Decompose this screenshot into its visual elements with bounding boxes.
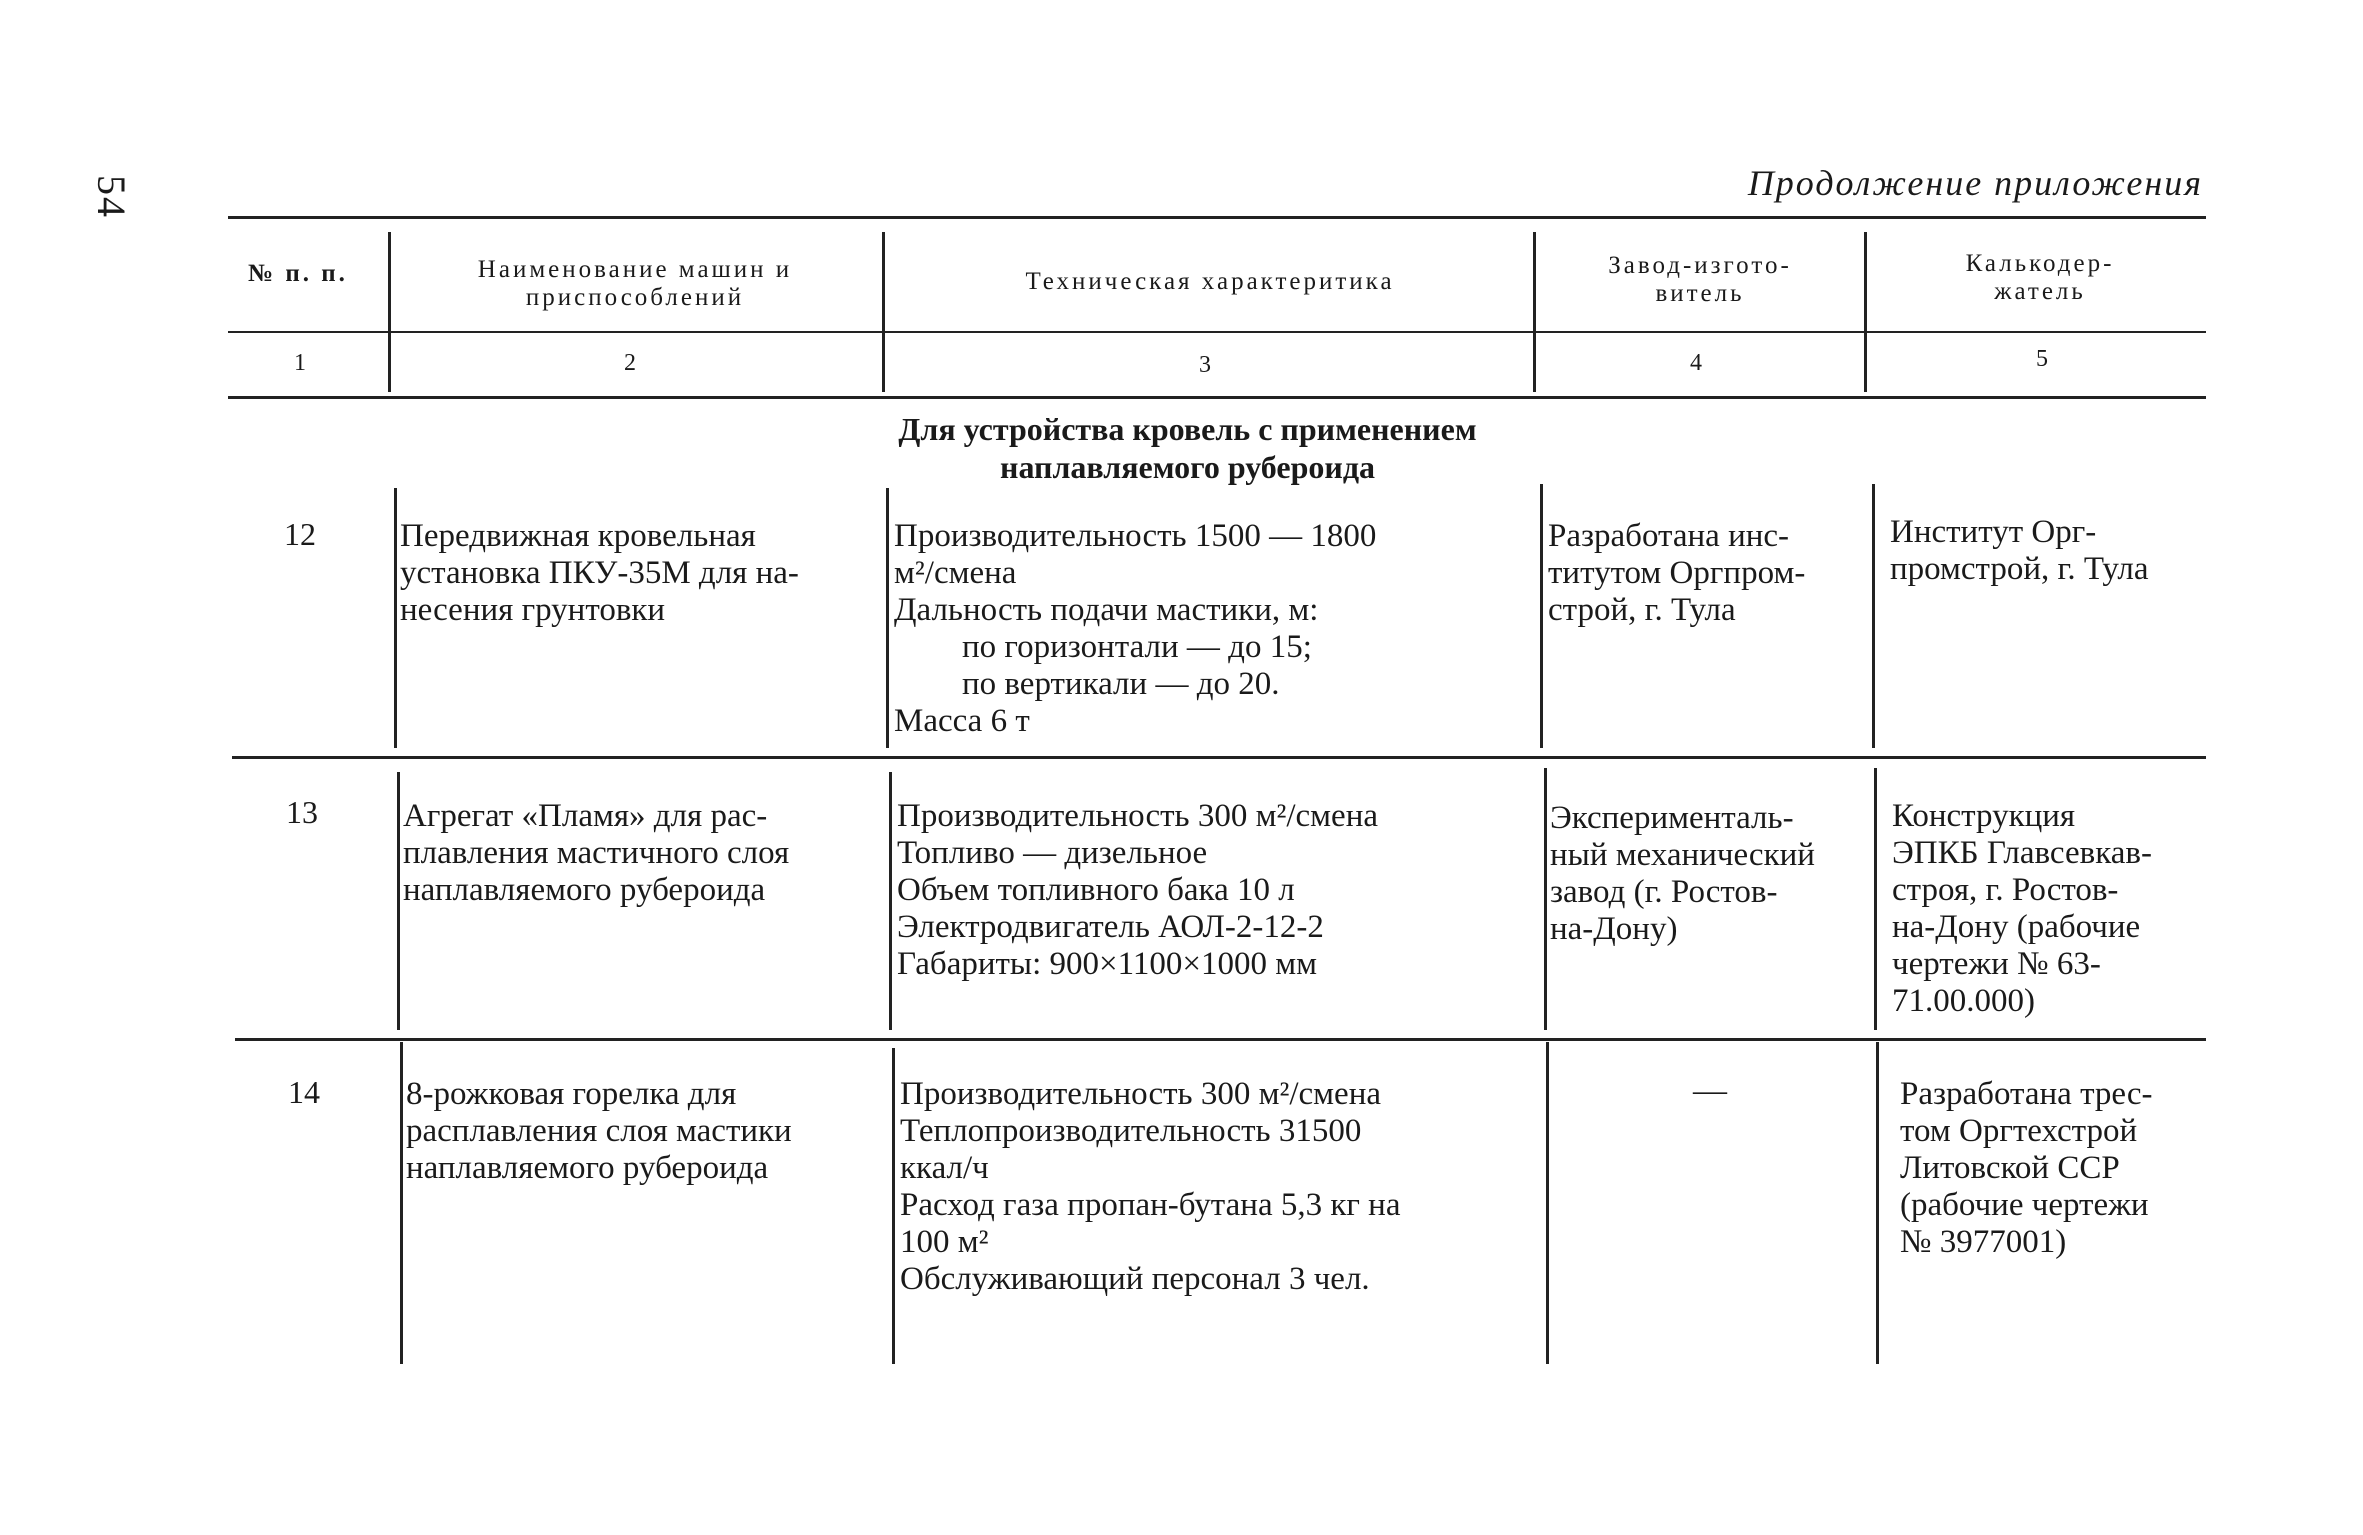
- row12-spec-line3: Дальность подачи мастики, м:: [894, 592, 1319, 628]
- row12-holder: [1890, 514, 2210, 588]
- row14-name-line1: 8-рожковая горелка для: [406, 1076, 737, 1112]
- header-col-sep-2: [882, 232, 885, 392]
- row12-spec-line5: по вертикали — до 20.: [962, 666, 1280, 702]
- row12-spec: [894, 518, 1540, 740]
- row13-maker-line4: на-Дону): [1550, 911, 1678, 947]
- row12-col-sep-2: [886, 488, 889, 748]
- row14-holder-line1: Разработана трес-: [1900, 1076, 2153, 1112]
- column-number-2: 2: [624, 350, 636, 376]
- header-col4: [1545, 252, 1855, 308]
- row-divider-13-14: [235, 1038, 2206, 1041]
- row13-name: [403, 798, 881, 909]
- row12-spec-line6: Масса 6 т: [894, 703, 1030, 739]
- row14-spec-line2: Теплопроизводительность 31500: [900, 1113, 1362, 1149]
- row12-name-line1: Передвижная кровельная: [400, 518, 756, 554]
- row13-maker-line3: завод (г. Ростов-: [1550, 874, 1778, 910]
- row13-name-line3: наплавляемого рубероида: [403, 872, 766, 908]
- header-col3: Техническая характеритика: [1025, 268, 1395, 295]
- header-col4-line2: витель: [1655, 280, 1745, 307]
- row12-col-sep-4: [1872, 484, 1875, 748]
- row14-spec: [900, 1076, 1548, 1298]
- header-col5: [1880, 250, 2200, 306]
- row14-col-sep-2: [892, 1048, 895, 1364]
- header-col2: [400, 256, 870, 312]
- header-col-sep-3: [1533, 232, 1536, 392]
- row14-holder-line5: № 3977001): [1900, 1224, 2067, 1260]
- row12-maker-line3: строй, г. Тула: [1548, 592, 1736, 628]
- row14-holder-line4: (рабочие чертежи: [1900, 1187, 2149, 1223]
- row13-col-sep-1: [397, 772, 400, 1030]
- row14-spec-line6: Обслуживающий персонал 3 чел.: [900, 1261, 1370, 1297]
- header-col-sep-1: [388, 232, 391, 392]
- row13-col-sep-4: [1874, 768, 1877, 1030]
- header-sub-rule: [228, 331, 2206, 333]
- row14-col-sep-4: [1876, 1042, 1879, 1364]
- row14-spec-line3: ккал/ч: [900, 1150, 989, 1186]
- row-number-12: 12: [284, 516, 316, 552]
- row12-spec-line4: по горизонтали — до 15;: [962, 629, 1312, 665]
- row13-maker-line2: ный механический: [1550, 837, 1815, 873]
- header-col-sep-4: [1864, 232, 1867, 392]
- row12-holder-line2: промстрой, г. Тула: [1890, 551, 2149, 587]
- row12-maker: [1548, 518, 1868, 629]
- row13-holder-line4: на-Дону (рабочие: [1892, 909, 2141, 945]
- row13-name-line2: плавления мастичного слоя: [403, 835, 790, 871]
- column-number-5: 5: [2036, 346, 2048, 372]
- header-col1: № п. п.: [248, 260, 348, 287]
- column-number-4: 4: [1690, 350, 1702, 376]
- section-title-line2: наплавляемого рубероида: [1000, 449, 1375, 485]
- row14-holder-line2: том Оргтехстрой: [1900, 1113, 2138, 1149]
- header-col5-line2: жатель: [1994, 278, 2086, 305]
- row13-maker: [1550, 800, 1870, 948]
- row13-spec-line5: Габариты: 900×1100×1000 мм: [897, 946, 1318, 982]
- row12-maker-line2: титутом Оргпром-: [1548, 555, 1806, 591]
- row14-maker: —: [1693, 1072, 1727, 1109]
- row13-col-sep-3: [1544, 768, 1547, 1030]
- header-col2-line2: приспособлений: [525, 284, 745, 311]
- row14-holder: [1900, 1076, 2220, 1261]
- header-col5-line1: Калькодер-: [1965, 250, 2115, 277]
- row14-spec-line5: 100 м²: [900, 1224, 989, 1260]
- row13-spec-line4: Электродвигатель АОЛ-2-12-2: [897, 909, 1324, 945]
- row13-name-line1: Агрегат «Пламя» для рас-: [403, 798, 768, 834]
- row13-maker-line1: Эксперименталь-: [1550, 800, 1794, 836]
- header-col2-line1: Наименование машин и: [477, 256, 793, 283]
- section-title: [600, 410, 1775, 486]
- row13-col-sep-2: [889, 772, 892, 1030]
- row14-col-sep-1: [400, 1042, 403, 1364]
- header-bottom-rule: [228, 396, 2206, 399]
- row12-name-line3: несения грунтовки: [400, 592, 666, 628]
- row13-holder: [1892, 798, 2212, 1020]
- header-col4-line1: Завод-изгото-: [1608, 252, 1792, 279]
- row13-spec-line2: Топливо — дизельное: [897, 835, 1208, 871]
- row13-spec-line3: Объем топливного бака 10 л: [897, 872, 1295, 908]
- row12-spec-line1: [894, 518, 1540, 555]
- row12-name-line2: установка ПКУ-35М для на-: [400, 555, 799, 591]
- page-number: 54: [89, 175, 134, 219]
- row14-name-line2: расплавления слоя мастики: [406, 1113, 792, 1149]
- row12-col-sep-1: [394, 488, 397, 748]
- row-number-14: 14: [288, 1074, 320, 1110]
- row14-name: [406, 1076, 884, 1187]
- row12-name: [400, 518, 878, 629]
- continuation-title: Продолжение приложения: [1747, 163, 2203, 203]
- row-number-13: 13: [286, 794, 318, 830]
- row-divider-12-13: [232, 756, 2206, 759]
- row12-spec-label: Производительность: [894, 518, 1187, 554]
- column-number-3: 3: [1199, 352, 1211, 378]
- row12-holder-line1: Институт Орг-: [1890, 514, 2097, 550]
- row13-holder-line3: строя, г. Ростов-: [1892, 872, 2119, 908]
- row14-spec-line4: Расход газа пропан-бутана 5,3 кг на: [900, 1187, 1401, 1223]
- row14-name-line3: наплавляемого рубероида: [406, 1150, 769, 1186]
- row14-spec-line1: Производительность 300 м²/смена: [900, 1076, 1381, 1112]
- row13-holder-line6: 71.00.000): [1892, 983, 2035, 1019]
- table-top-rule: [228, 216, 2206, 219]
- row14-holder-line3: Литовской ССР: [1900, 1150, 2120, 1186]
- row13-spec-line1: Производительность 300 м²/смена: [897, 798, 1378, 834]
- row12-spec-value: 1500 — 1800: [1194, 518, 1377, 554]
- section-title-line1: Для устройства кровель с применением: [898, 411, 1477, 447]
- row12-maker-line1: Разработана инс-: [1548, 518, 1790, 554]
- row13-spec: [897, 798, 1542, 983]
- row13-holder-line5: чертежи № 63-: [1892, 946, 2101, 982]
- column-number-1: 1: [294, 350, 306, 376]
- row13-holder-line1: Конструкция: [1892, 798, 2076, 834]
- row12-col-sep-3: [1540, 484, 1543, 748]
- row13-holder-line2: ЭПКБ Главсевкав-: [1892, 835, 2152, 871]
- row12-spec-line2: м²/смена: [894, 555, 1017, 591]
